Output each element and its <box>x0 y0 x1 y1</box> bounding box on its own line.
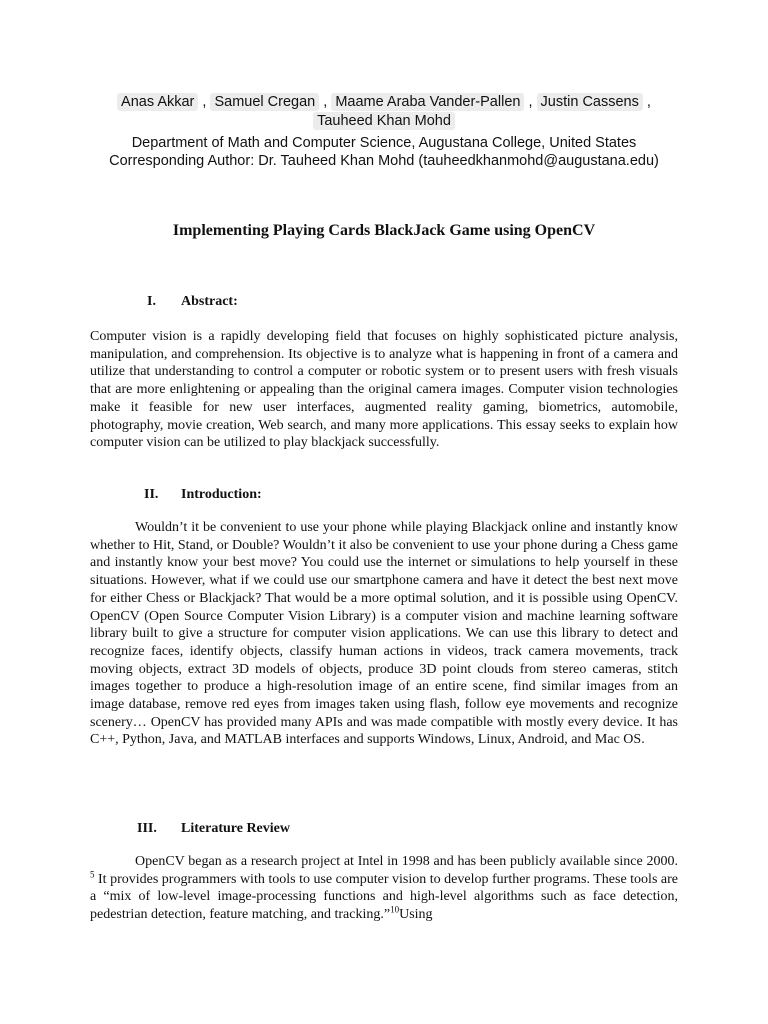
literature-text: Using <box>399 907 433 923</box>
author-chip[interactable]: Justin Cassens <box>537 93 643 111</box>
author-list <box>60 93 708 131</box>
section-number: I. <box>147 294 156 309</box>
section-heading-literature-review <box>137 820 290 838</box>
citation-ref: 10 <box>390 904 400 915</box>
literature-text: OpenCV began as a research project at Intel in 1998 and has been publicly available since 2000. <box>135 854 678 869</box>
section-number: III. <box>137 821 157 836</box>
author-chip[interactable]: Maame Araba Vander-Pallen <box>331 93 524 111</box>
section-number: II. <box>144 487 159 502</box>
section-title: Literature Review <box>181 821 290 836</box>
author-separator: , <box>319 94 332 110</box>
paper-title: Implementing Playing Cards BlackJack Game using OpenCV <box>172 222 596 239</box>
author-chip[interactable]: Samuel Cregan <box>210 93 319 111</box>
citation-ref: 5 <box>90 869 95 880</box>
corresponding-author: Corresponding Author: Dr. Tauheed Khan Mohd (tauheedkhanmohd@augustana.edu) <box>109 153 659 169</box>
author-separator: , <box>524 94 537 110</box>
affiliation: Department of Math and Computer Science, Augustana College, United States <box>131 135 637 151</box>
section-title: Abstract: <box>181 294 238 309</box>
literature-review-paragraph <box>90 853 678 924</box>
abstract-paragraph: Computer vision is a rapidly developing field that focuses on highly sophisticated picture analysis, manipulation, and comprehension. Its objective is to analyze what is happening in front of a camera and utilize that understanding to control a computer or robotic system or to present users with fresh visuals that are more enlightening or appealing than the original camera images. Computer vision technologies make it feasible for new user interfaces, augmented reality gaming, biometrics, automobile, photography, movie creation, Web search, and many more applications. This essay seeks to explain how computer vision can be utilized to play blackjack successfully. <box>90 329 678 451</box>
author-chip[interactable]: Tauheed Khan Mohd <box>313 112 455 130</box>
section-heading-abstract <box>147 293 238 311</box>
author-separator: , <box>642 94 651 110</box>
literature-text: It provides programmers with tools to use computer vision to develop further programs. These tools are a “mix of low-level image-processing functions and high-level algorithms such as face detection, pedestrian detection, feature matching, and tracking.” <box>90 871 678 923</box>
author-chip[interactable]: Anas Akkar <box>117 93 198 111</box>
introduction-paragraph: Wouldn’t it be convenient to use your phone while playing Blackjack online and instantly know whether to Hit, Stand, or Double? Wouldn’t it also be convenient to use your phone during a Chess game and instantly know your best move? You could use the internet or simulations to help yourself in these situations. However, what if we could use our smartphone camera and have it detect the best next move for either Chess or Blackjack? That would be a more optimal solution, and it is possible using OpenCV. OpenCV (Open Source Computer Vision Library) is a computer vision and machine learning software library built to give a structure for computer vision applications. We can use this library to detect and recognize faces, identify objects, classify human actions in videos, track camera movements, track moving objects, extract 3D models of objects, produce 3D point clouds from stereo cameras, stitch images together to produce a high-resolution image of an entire scene, find similar images from an image database, remove red eyes from images taken using flash, follow eye movements and recognize scenery… OpenCV has provided many APIs and was made compatible with mostly every device. It has C++, Python, Java, and MATLAB interfaces and supports Windows, Linux, Android, and Mac OS. <box>90 520 678 748</box>
section-title: Introduction: <box>181 487 262 502</box>
section-heading-introduction <box>144 486 262 504</box>
author-separator: , <box>198 94 211 110</box>
